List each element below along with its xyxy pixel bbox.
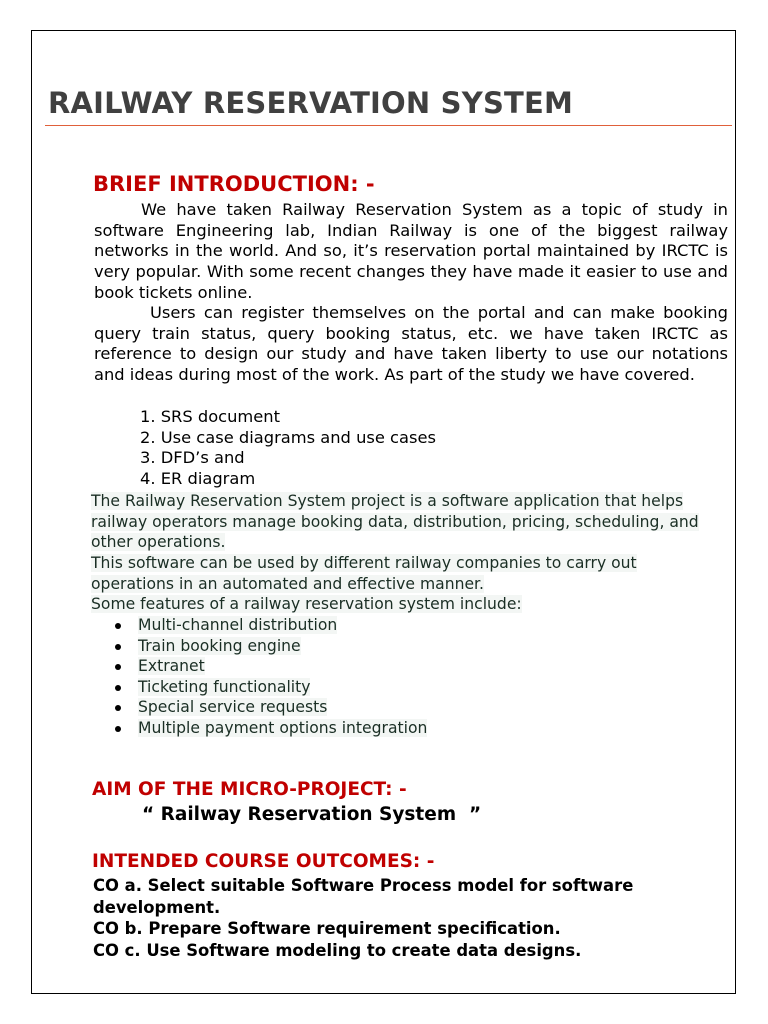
feature-item-text: Special service requests bbox=[138, 698, 328, 717]
feature-item-text: Train booking engine bbox=[138, 636, 301, 655]
covered-item: 2. Use case diagrams and use cases bbox=[140, 427, 436, 447]
feature-item-text: Extranet bbox=[138, 657, 205, 676]
brief-introduction-heading: BRIEF INTRODUCTION: - bbox=[93, 172, 375, 196]
feature-item-text: Multiple payment options integration bbox=[138, 718, 428, 737]
bullet-icon bbox=[115, 726, 121, 732]
document-title: RAILWAY RESERVATION SYSTEM bbox=[48, 86, 574, 120]
features-intro bbox=[91, 594, 522, 615]
bullet-icon bbox=[115, 644, 121, 650]
covered-item: 4. ER diagram bbox=[140, 469, 256, 489]
features-intro-text: Some features of a railway reservation system include: bbox=[91, 595, 522, 613]
bullet-icon bbox=[115, 664, 121, 670]
overview-paragraph-1 bbox=[91, 491, 711, 553]
feature-item bbox=[112, 615, 427, 636]
intro-paragraph-2: Users can register themselves on the portal and can make booking query train status, query booking status, etc. we have taken IRCTC as reference to design our study and have taken liberty to use our notations and ideas during most of the work. As part of the study we have covered. bbox=[94, 303, 728, 385]
feature-item bbox=[112, 656, 427, 677]
overview-paragraph-2 bbox=[91, 553, 711, 594]
course-outcome-item: CO b. Prepare Software requirement specification. bbox=[93, 919, 561, 938]
course-outcomes-list bbox=[93, 875, 723, 961]
course-outcomes-heading: INTENDED COURSE OUTCOMES: - bbox=[92, 851, 435, 872]
covered-item: 3. DFD’s and bbox=[140, 448, 245, 468]
feature-item-text: Multi-channel distribution bbox=[138, 616, 338, 634]
aim-heading: AIM OF THE MICRO-PROJECT: - bbox=[92, 779, 407, 800]
features-list bbox=[112, 615, 427, 739]
feature-item bbox=[112, 697, 427, 718]
covered-items-list bbox=[140, 407, 436, 490]
course-outcome-item: CO a. Select suitable Software Process model for software development. bbox=[93, 876, 634, 917]
overview-paragraph-2-text: This software can be used by different railway companies to carry out operations in an automated and effective manner. bbox=[91, 554, 637, 593]
feature-item bbox=[112, 677, 427, 698]
feature-item-text: Ticketing functionality bbox=[138, 677, 311, 696]
aim-text: “ Railway Reservation System ” bbox=[142, 804, 482, 825]
covered-item: 1. SRS document bbox=[140, 407, 281, 426]
bullet-icon bbox=[115, 705, 121, 711]
intro-paragraph-1: We have taken Railway Reservation System as a topic of study in software Engineering lab, Indian Railway is one of the biggest railway networks in the world. And so, it’s reservation portal maintained by IRCTC is very popular. With some recent changes they have made it easier to use and book tickets online. bbox=[94, 200, 728, 302]
course-outcome-item: CO c. Use Software modeling to create data designs. bbox=[93, 940, 582, 960]
title-underline bbox=[45, 125, 732, 126]
bullet-icon bbox=[115, 623, 121, 629]
bullet-icon bbox=[115, 685, 121, 691]
overview-paragraph-1-text: The Railway Reservation System project is a software application that helps railway operators manage booking data, distribution, pricing, scheduling, and other operations. bbox=[91, 492, 699, 552]
feature-item bbox=[112, 636, 427, 657]
feature-item bbox=[112, 718, 427, 739]
